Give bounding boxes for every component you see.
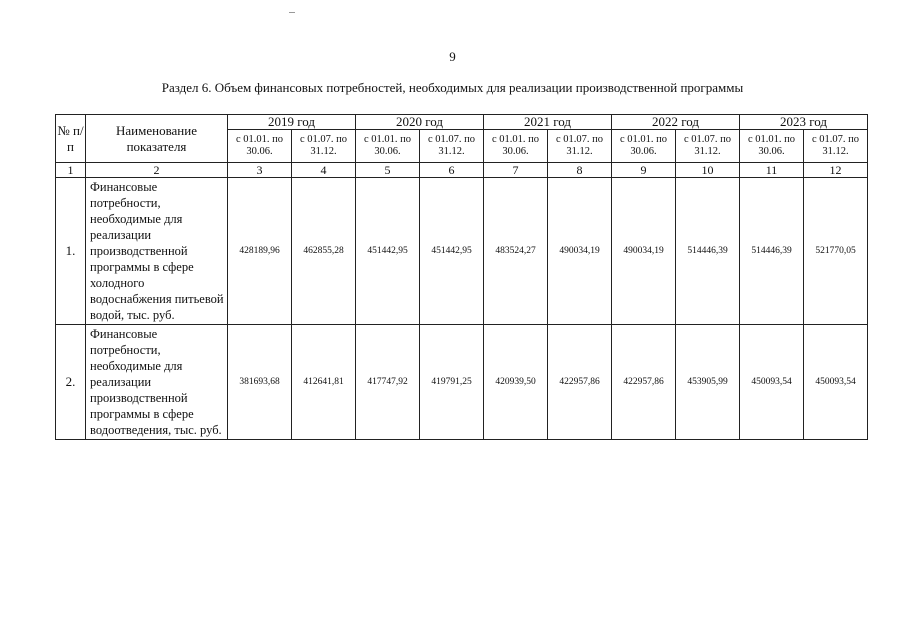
table-row [56, 325, 868, 440]
header-period: с 01.01. по 30.06. [740, 130, 804, 163]
column-number: 9 [612, 163, 676, 178]
row-name: Финансовые потребности, необходимые для реализации производственной программы в сфере холодного водоснабжения питьевой водой, тыс. руб. [86, 178, 228, 325]
row-number: 1. [56, 178, 86, 325]
value-cell: 451442,95 [420, 178, 484, 325]
value-cell: 521770,05 [804, 178, 868, 325]
column-number: 2 [86, 163, 228, 178]
value-cell: 514446,39 [676, 178, 740, 325]
header-year: 2023 год [740, 115, 868, 130]
financial-needs-table [55, 114, 868, 440]
section-title: Раздел 6. Объем финансовых потребностей, необходимых для реализации производственной программы [161, 80, 744, 95]
value-cell: 412641,81 [292, 325, 356, 440]
value-cell: 450093,54 [740, 325, 804, 440]
value-cell: 422957,86 [612, 325, 676, 440]
header-period: с 01.01. по 30.06. [228, 130, 292, 163]
row-number: 2. [56, 325, 86, 440]
column-number: 1 [56, 163, 86, 178]
header-period: с 01.01. по 30.06. [484, 130, 548, 163]
header-period: с 01.01. по 30.06. [356, 130, 420, 163]
scan-mark [289, 12, 295, 13]
value-cell: 490034,19 [612, 178, 676, 325]
value-cell: 381693,68 [228, 325, 292, 440]
value-cell: 417747,92 [356, 325, 420, 440]
value-cell: 453905,99 [676, 325, 740, 440]
column-number: 4 [292, 163, 356, 178]
column-number: 11 [740, 163, 804, 178]
header-period: с 01.07. по 31.12. [804, 130, 868, 163]
table-row [56, 178, 868, 325]
value-cell: 514446,39 [740, 178, 804, 325]
value-cell: 462855,28 [292, 178, 356, 325]
column-number: 6 [420, 163, 484, 178]
header-year: 2020 год [356, 115, 484, 130]
value-cell: 422957,86 [548, 325, 612, 440]
value-cell: 450093,54 [804, 325, 868, 440]
column-number: 5 [356, 163, 420, 178]
value-cell: 419791,25 [420, 325, 484, 440]
column-number: 10 [676, 163, 740, 178]
header-year: 2019 год [228, 115, 356, 130]
page-number: 9 [449, 49, 456, 64]
value-cell: 490034,19 [548, 178, 612, 325]
value-cell: 428189,96 [228, 178, 292, 325]
header-period: с 01.07. по 31.12. [676, 130, 740, 163]
value-cell: 483524,27 [484, 178, 548, 325]
header-period: с 01.07. по 31.12. [420, 130, 484, 163]
column-number: 3 [228, 163, 292, 178]
value-cell: 451442,95 [356, 178, 420, 325]
column-numbers-row [56, 163, 868, 178]
header-period: с 01.07. по 31.12. [292, 130, 356, 163]
column-number: 7 [484, 163, 548, 178]
header-name: Наименование показателя [86, 115, 228, 163]
header-period: с 01.01. по 30.06. [612, 130, 676, 163]
header-period: с 01.07. по 31.12. [548, 130, 612, 163]
row-name: Финансовые потребности, необходимые для реализации производственной программы в сфере водоотведения, тыс. руб. [86, 325, 228, 440]
value-cell: 420939,50 [484, 325, 548, 440]
header-row-years [56, 115, 868, 130]
column-number: 12 [804, 163, 868, 178]
header-year: 2021 год [484, 115, 612, 130]
header-num: № п/п [56, 115, 86, 163]
header-year: 2022 год [612, 115, 740, 130]
column-number: 8 [548, 163, 612, 178]
